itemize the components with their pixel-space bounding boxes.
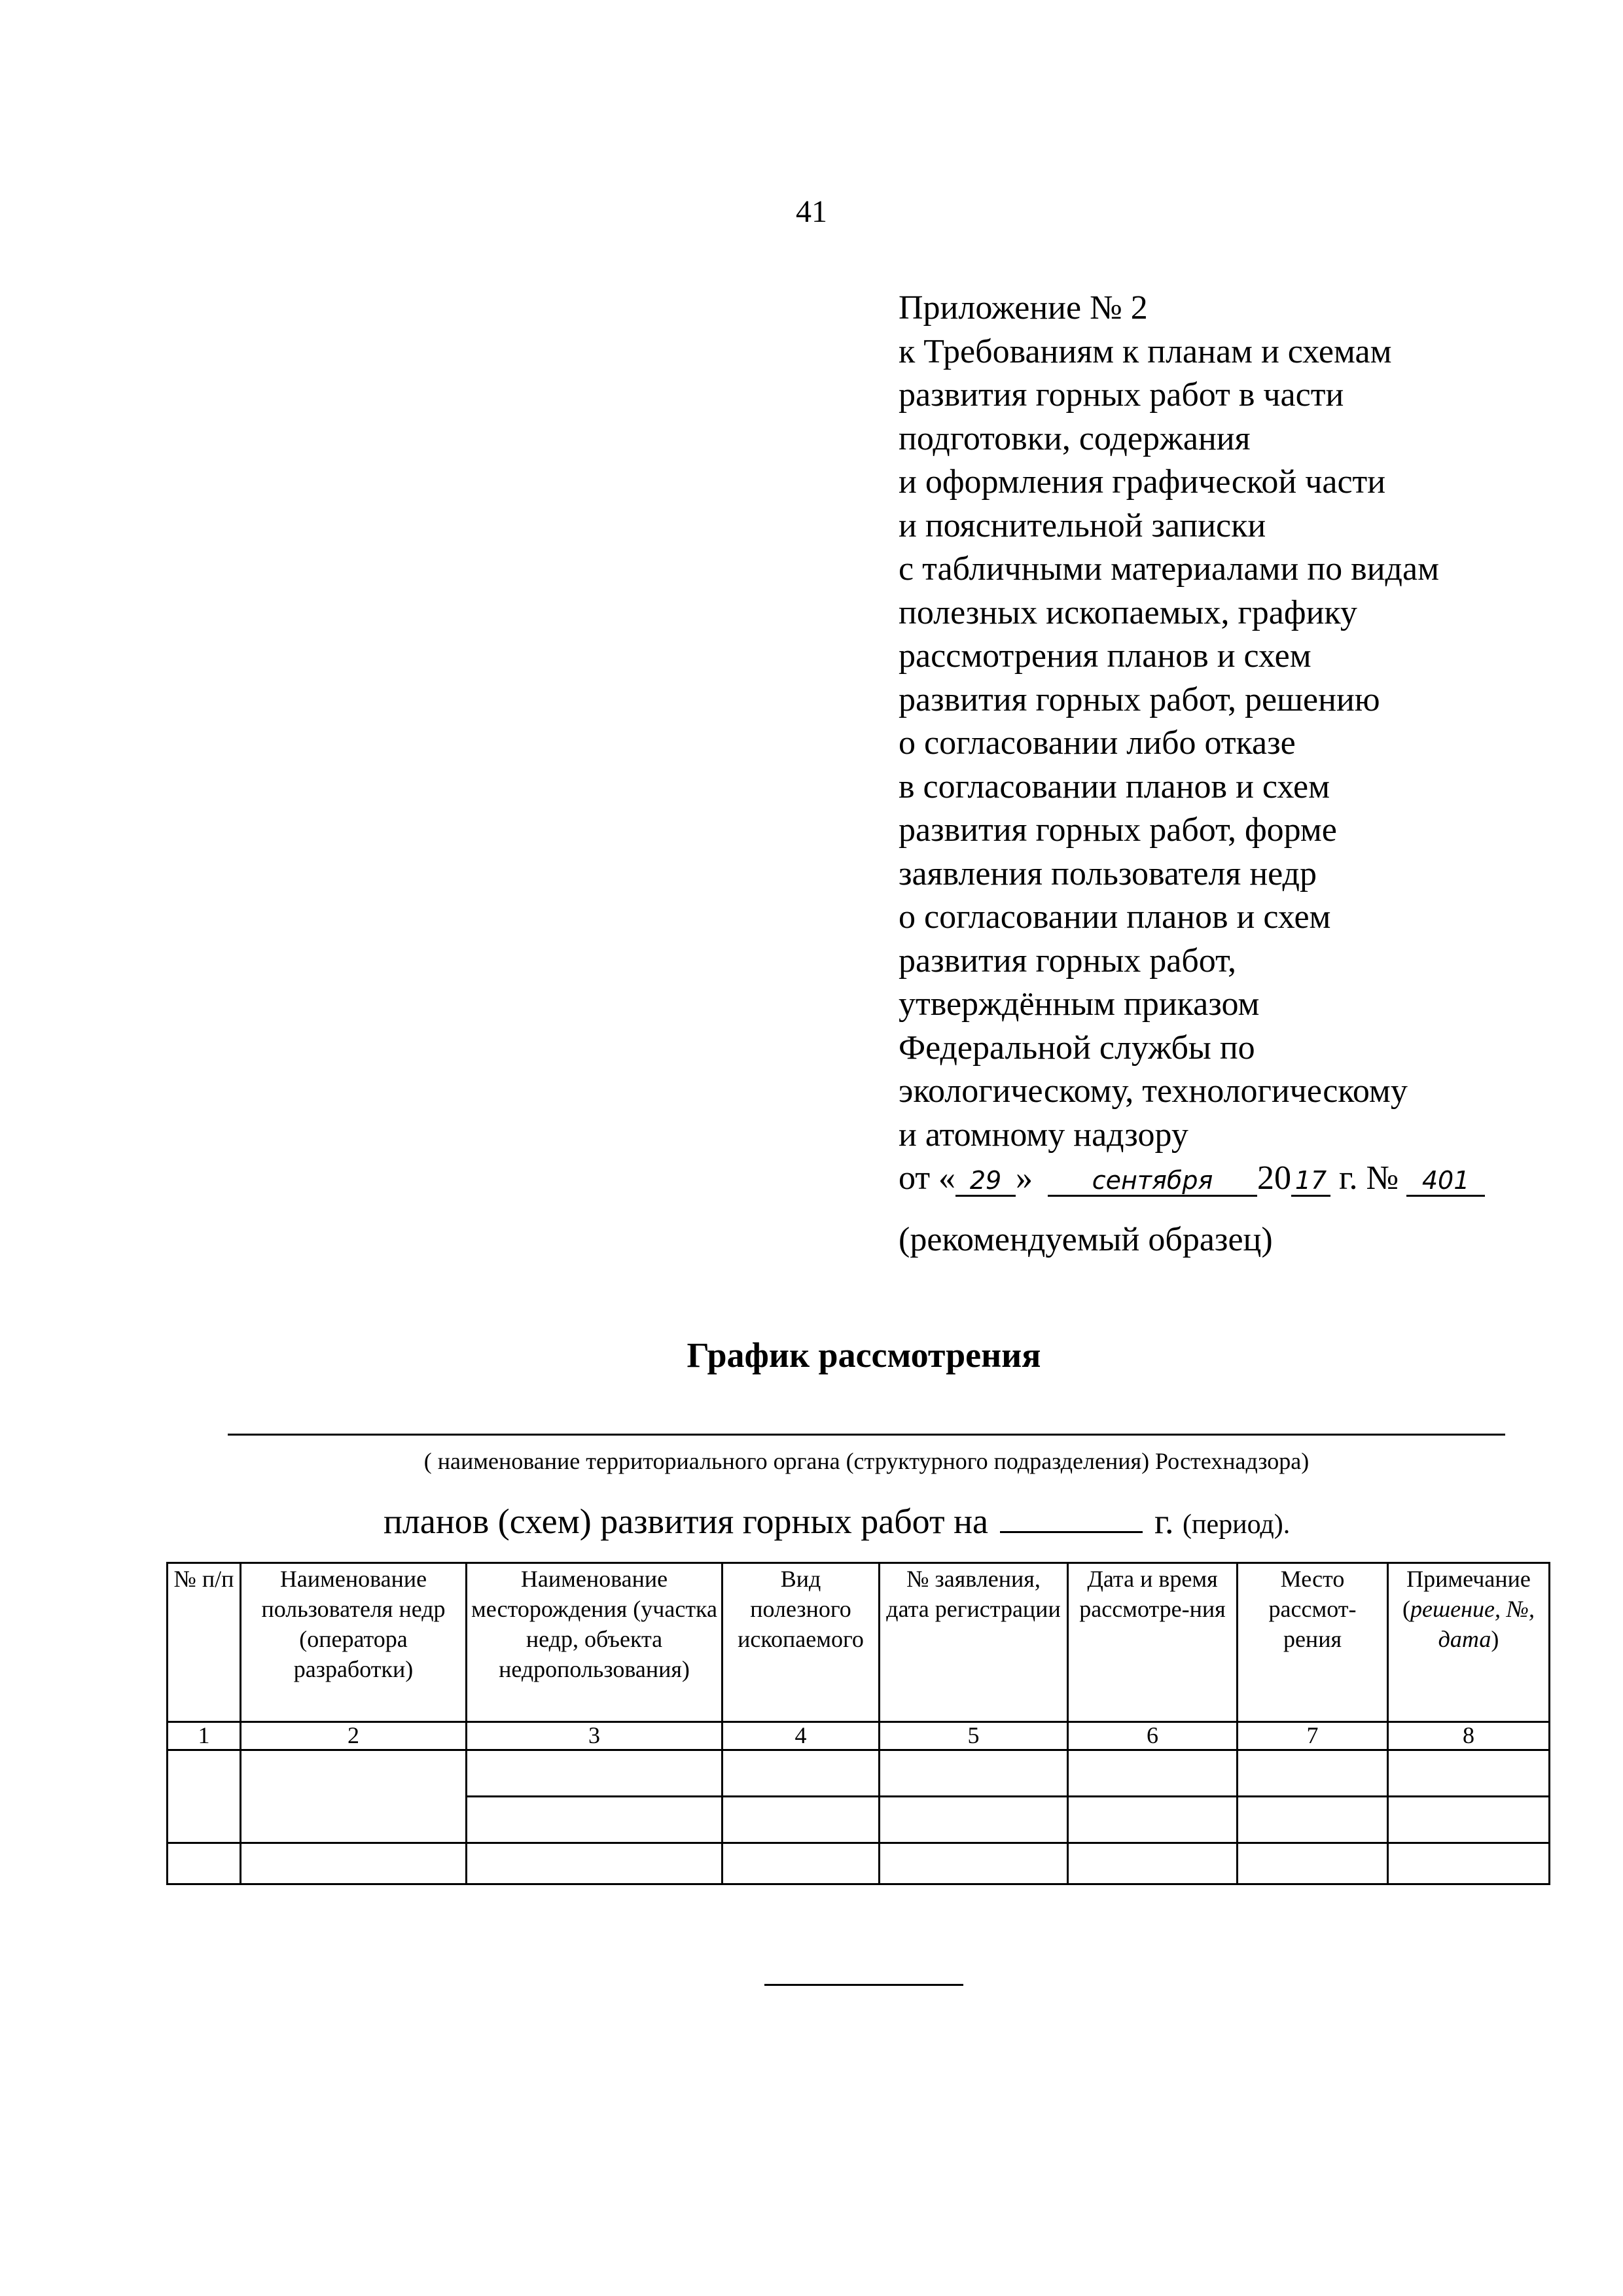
table-cell bbox=[722, 1797, 880, 1843]
header-cell: Вид полезного ископаемого bbox=[722, 1563, 880, 1722]
appendix-line: к Требованиям к планам и схемам bbox=[899, 332, 1392, 370]
table-cell bbox=[1388, 1797, 1550, 1843]
table-cell bbox=[722, 1843, 880, 1884]
column-numbers-row bbox=[168, 1722, 1550, 1750]
appendix-line: в согласовании планов и схем bbox=[899, 768, 1330, 805]
note-suffix: ) bbox=[1491, 1626, 1499, 1652]
appendix-line: подготовки, содержания bbox=[899, 419, 1251, 457]
period-caption: (период). bbox=[1183, 1510, 1291, 1540]
table-cell bbox=[880, 1750, 1068, 1797]
header-cell-note bbox=[1388, 1563, 1550, 1722]
schedule-table bbox=[166, 1562, 1550, 1885]
table-cell bbox=[880, 1843, 1068, 1884]
order-number-label: г. № bbox=[1339, 1159, 1399, 1197]
appendix-line: и пояснительной записки bbox=[899, 506, 1266, 544]
table-cell bbox=[1068, 1843, 1238, 1884]
document-title: График рассмотрения bbox=[687, 1335, 1041, 1375]
appendix-line: и оформления графической части bbox=[899, 463, 1386, 501]
header-cell: № заявления, дата регистрации bbox=[880, 1563, 1068, 1722]
table-header-row bbox=[168, 1563, 1550, 1722]
handwritten-order-number: 401 bbox=[1406, 1166, 1485, 1197]
note-prefix: Примечание ( bbox=[1402, 1566, 1531, 1622]
table-cell bbox=[1068, 1797, 1238, 1843]
appendix-line: полезных ископаемых, графику bbox=[899, 593, 1357, 631]
column-number: 7 bbox=[1238, 1722, 1388, 1750]
end-of-document-rule bbox=[764, 1984, 963, 1986]
date-prefix: от « bbox=[899, 1159, 956, 1197]
column-number: 8 bbox=[1388, 1722, 1550, 1750]
table-row bbox=[168, 1750, 1550, 1797]
table-cell bbox=[1238, 1843, 1388, 1884]
column-number: 6 bbox=[1068, 1722, 1238, 1750]
table-cell bbox=[168, 1750, 241, 1843]
appendix-line: с табличными материалами по видам bbox=[899, 550, 1439, 588]
column-number: 5 bbox=[880, 1722, 1068, 1750]
table-cell bbox=[1068, 1750, 1238, 1797]
org-name-blank-line bbox=[228, 1434, 1505, 1436]
approval-date-line bbox=[899, 1157, 1586, 1201]
column-number: 3 bbox=[467, 1722, 722, 1750]
header-cell: Наименование месторождения (участка недр, объекта недропользования) bbox=[467, 1563, 722, 1722]
appendix-line: о согласовании планов и схем bbox=[899, 898, 1331, 936]
note-italic: решение, №, дата bbox=[1410, 1596, 1535, 1652]
appendix-line: Приложение № 2 bbox=[899, 289, 1148, 327]
period-year-label: г. bbox=[1154, 1502, 1174, 1541]
appendix-line: утверждённым приказом bbox=[899, 985, 1260, 1023]
handwritten-month: сентября bbox=[1048, 1166, 1257, 1197]
appendix-line: заявления пользователя недр bbox=[899, 855, 1317, 892]
appendix-line: развития горных работ, bbox=[899, 942, 1236, 980]
appendix-line: рассмотрения планов и схем bbox=[899, 637, 1311, 675]
date-quote-close: » bbox=[1016, 1159, 1033, 1197]
column-number: 4 bbox=[722, 1722, 880, 1750]
page-number: 41 bbox=[796, 194, 827, 229]
table-cell bbox=[467, 1750, 722, 1797]
table-cell bbox=[1238, 1797, 1388, 1843]
period-line bbox=[383, 1498, 1290, 1542]
table-cell bbox=[722, 1750, 880, 1797]
table-cell bbox=[1238, 1750, 1388, 1797]
handwritten-day: 29 bbox=[955, 1166, 1016, 1197]
table-cell bbox=[880, 1797, 1068, 1843]
handwritten-year: 17 bbox=[1291, 1166, 1330, 1197]
table-cell bbox=[1388, 1843, 1550, 1884]
table-cell bbox=[1388, 1750, 1550, 1797]
header-cell: № п/п bbox=[168, 1563, 241, 1722]
table-cell bbox=[467, 1797, 722, 1843]
org-name-caption: ( наименование территориального органа (структурного подразделения) Ростехнадзора) bbox=[423, 1448, 1310, 1474]
year-prefix: 20 bbox=[1257, 1159, 1292, 1197]
appendix-header bbox=[899, 287, 1586, 1201]
appendix-line: развития горных работ, форме bbox=[899, 811, 1337, 849]
appendix-line: Федеральной службы по bbox=[899, 1029, 1255, 1067]
table-cell bbox=[241, 1750, 467, 1843]
appendix-line: о согласовании либо отказе bbox=[899, 724, 1296, 762]
header-cell: Наименование пользователя недр (оператора разработки) bbox=[241, 1563, 467, 1722]
table-cell bbox=[241, 1843, 467, 1884]
period-blank bbox=[1000, 1498, 1143, 1533]
table-cell bbox=[467, 1843, 722, 1884]
appendix-line: развития горных работ в части bbox=[899, 376, 1344, 414]
column-number: 1 bbox=[168, 1722, 241, 1750]
table-row bbox=[168, 1843, 1550, 1884]
appendix-line: развития горных работ, решению bbox=[899, 680, 1380, 718]
table-cell bbox=[168, 1843, 241, 1884]
period-text: планов (схем) развития горных работ на bbox=[383, 1502, 988, 1541]
sample-note: (рекомендуемый образец) bbox=[899, 1221, 1273, 1258]
appendix-line: экологическому, технологическому bbox=[899, 1072, 1408, 1110]
appendix-line: и атомному надзору bbox=[899, 1116, 1188, 1154]
header-cell: Место рассмот-рения bbox=[1238, 1563, 1388, 1722]
column-number: 2 bbox=[241, 1722, 467, 1750]
header-cell: Дата и время рассмотре-ния bbox=[1068, 1563, 1238, 1722]
